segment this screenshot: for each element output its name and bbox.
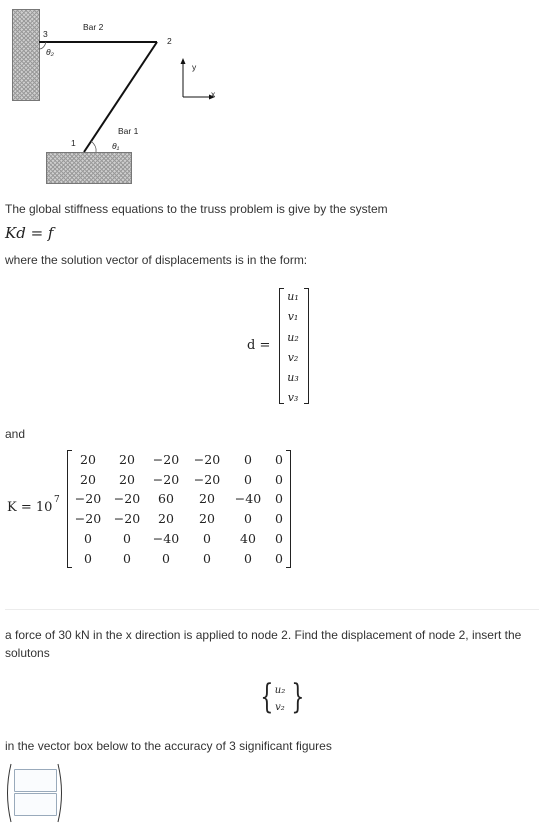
- theta2-label: θ₂: [46, 47, 54, 57]
- answer-paren-right-icon: [56, 763, 66, 823]
- d-entry-v1: v₁: [287, 310, 299, 323]
- k-cell: −20: [74, 511, 102, 526]
- intro-text: The global stiffness equations to the truss problem is give by the system: [5, 202, 388, 216]
- k-cell: 0: [244, 511, 252, 526]
- k-cell: 20: [158, 511, 174, 526]
- answer-v2-input[interactable]: [14, 793, 57, 816]
- d-entry-u2: u₂: [287, 331, 299, 344]
- k-cell: 20: [80, 452, 96, 467]
- node-3-label: 3: [43, 29, 48, 39]
- k-cell: 0: [203, 531, 211, 546]
- k-matrix-label: K = 10: [7, 500, 53, 515]
- d-bracket-right: [304, 288, 309, 404]
- k-cell: 0: [203, 551, 211, 566]
- k-cell: −40: [152, 531, 180, 546]
- theta1-arc: [91, 141, 96, 152]
- x-axis-label: x: [211, 89, 216, 99]
- d-entry-u1: u₁: [287, 290, 299, 303]
- bar-2-label: Bar 2: [83, 22, 104, 32]
- k-cell: 40: [240, 531, 256, 546]
- k-cell: −20: [113, 511, 141, 526]
- k-cell: 0: [275, 531, 283, 546]
- k-cell: −20: [193, 452, 221, 467]
- k-cell: 0: [84, 531, 92, 546]
- force-text: a force of 30 kN in the x direction is applied to node 2. Find the displacement of node 2, insert the: [5, 628, 522, 642]
- accuracy-text: in the vector box below to the accuracy of 3 significant figures: [5, 739, 332, 753]
- k-cell: 0: [244, 452, 252, 467]
- k-cell: 20: [80, 472, 96, 487]
- k-cell: −40: [234, 491, 262, 506]
- solution-entry-v2: v₂: [275, 702, 285, 713]
- k-matrix-exponent: 7: [54, 495, 60, 505]
- k-cell: 0: [123, 531, 131, 546]
- k-cell: 0: [123, 551, 131, 566]
- d-entry-u3: u₃: [287, 371, 299, 384]
- k-cell: 20: [199, 491, 215, 506]
- answer-paren-left-icon: [3, 763, 13, 823]
- k-cell: 0: [162, 551, 170, 566]
- theta1-label: θ₁: [112, 141, 120, 151]
- k-cell: 0: [84, 551, 92, 566]
- k-cell: 20: [119, 452, 135, 467]
- k-cell: 0: [275, 551, 283, 566]
- right-brace-icon: }: [291, 677, 305, 717]
- k-cell: 0: [244, 551, 252, 566]
- node-2-label: 2: [167, 36, 172, 46]
- node-1-label: 1: [71, 138, 76, 148]
- k-cell: 0: [275, 491, 283, 506]
- k-cell: −20: [113, 491, 141, 506]
- k-cell: −20: [193, 472, 221, 487]
- vector-intro-text: where the solution vector of displacements is in the form:: [5, 253, 308, 267]
- truss-bars: [0, 0, 260, 190]
- k-cell: 60: [158, 491, 174, 506]
- d-entry-v2: v₂: [287, 351, 299, 364]
- d-entry-v3: v₃: [287, 391, 299, 404]
- d-vector-label: d =: [247, 338, 271, 353]
- d-bracket-left: [279, 288, 284, 404]
- force-text-continued: solutons: [5, 646, 50, 660]
- equation-kd-f: Kd = f: [5, 224, 54, 242]
- k-cell: 0: [244, 472, 252, 487]
- section-divider: [5, 609, 539, 610]
- k-cell: −20: [152, 472, 180, 487]
- k-bracket-left: [67, 450, 72, 568]
- theta2-arc: [39, 42, 46, 49]
- y-axis-arrow-icon: [181, 58, 186, 64]
- k-cell: 0: [275, 511, 283, 526]
- left-brace-icon: {: [260, 677, 274, 717]
- k-cell: 20: [119, 472, 135, 487]
- solution-entry-u2: u₂: [274, 685, 286, 696]
- k-cell: −20: [74, 491, 102, 506]
- y-axis-label: y: [192, 62, 197, 72]
- k-cell: 20: [199, 511, 215, 526]
- k-cell: 0: [275, 472, 283, 487]
- k-cell: −20: [152, 452, 180, 467]
- and-text: and: [5, 427, 26, 441]
- k-cell: 0: [275, 452, 283, 467]
- answer-u2-input[interactable]: [14, 769, 57, 792]
- bar-1-label: Bar 1: [118, 126, 139, 136]
